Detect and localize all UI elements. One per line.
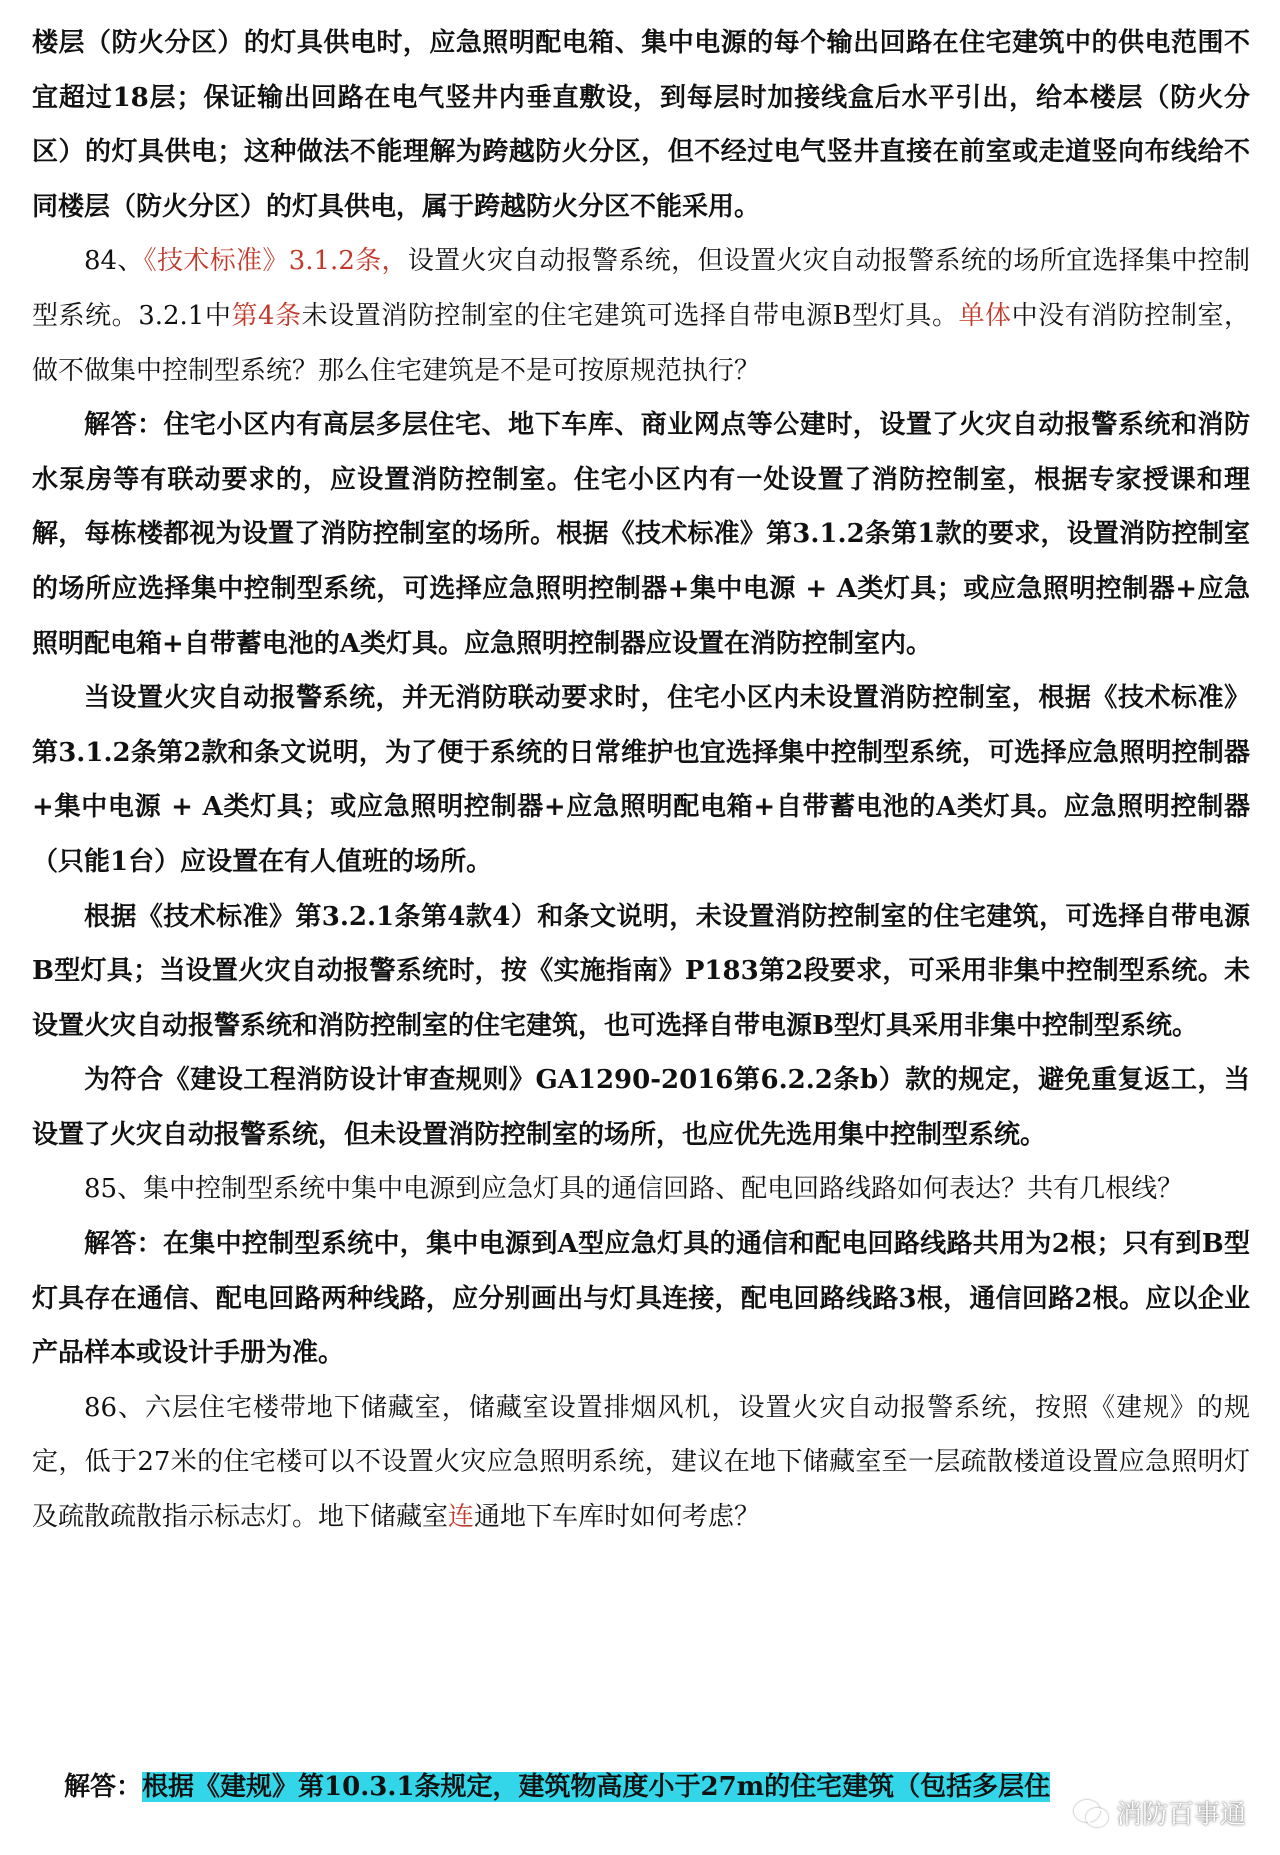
paragraph bbox=[32, 671, 1250, 889]
red-text-segment: 连 bbox=[448, 1502, 475, 1533]
document-body bbox=[32, 16, 1250, 1545]
text-segment: 86、六层住宅楼带地下储藏室，储藏室设置排烟风机，设置火灾自动报警系统，按照《建规》的规定，低于27米的住宅楼可以不设置火灾应急照明系统，建议在地下储藏室至一层疏散楼道设置应急照明灯及疏散疏散指示标志灯。地下储藏室 bbox=[32, 1392, 1250, 1533]
paragraph bbox=[32, 234, 1250, 398]
text-segment: 为符合《建设工程消防设计审查规则》GA1290-2016第6.2.2条b）款的规定，避免重复返工，当设置了火灾自动报警系统，但未设置消防控制室的场所，也应优先选用集中控制型系统。 bbox=[32, 1065, 1250, 1150]
paragraph bbox=[32, 398, 1250, 671]
text-segment: 根据《技术标准》第3.2.1条第4款4）和条文说明，未设置消防控制室的住宅建筑，可选择自带电源B型灯具；当设置火灾自动报警系统时，按《实施指南》P183第2段要求，可采用非集中控制型系统。未设置火灾自动报警系统和消防控制室的住宅建筑，也可选择自带电源B型灯具采用非集中控制型系统。 bbox=[32, 901, 1250, 1041]
watermark bbox=[1074, 1794, 1246, 1831]
paragraph bbox=[32, 1162, 1250, 1217]
text-segment: 当设置火灾自动报警系统，并无消防联动要求时，住宅小区内未设置消防控制室，根据《技术标准》第3.1.2条第2款和条文说明，为了便于系统的日常维护也宜选择集中控制型系统，可选择应急照明控制器+集中电源 + A类灯具；或应急照明控制器+应急照明配电箱+自带蓄电池的A类灯具。应急照明控制器（只能1台）应设置在有人值班的场所。 bbox=[32, 683, 1250, 877]
text-segment: 84、 bbox=[84, 246, 144, 277]
answer-label: 解答： bbox=[64, 1772, 143, 1802]
text-segment: 中没有消防控制室，做不做集中控制型系统？那么住宅建筑是不是可按原规范执行？ bbox=[32, 300, 1251, 386]
red-text-segment: 《技术标准》3.1.2条， bbox=[143, 246, 408, 277]
text-segment: 未设置消防控制室的住宅建筑可选择自带电源B型灯具。 bbox=[301, 300, 959, 331]
paragraph bbox=[32, 1217, 1250, 1381]
text-segment: 解答：住宅小区内有高层多层住宅、地下车库、商业网点等公建时，设置了火灾自动报警系统和消防水泵房等有联动要求的，应设置消防控制室。住宅小区内有一处设置了消防控制室，根据专家授课和理解，每栋楼都视为设置了消防控制室的场所。根据《技术标准》第3.1.2条第1款的要求，设置消防控制室的场所应选择集中控制型系统，可选择应急照明控制器+集中电源 + A类灯具；或应急照明控制器+应急照明配电箱+自带蓄电池的A类灯具。应急照明控制器应设置在消防控制室内。 bbox=[32, 410, 1250, 659]
text-segment: 设置火灾自动报警系统，但设置火灾自动报警系统的场所宜选择集中控制型系统。3.2.1中 bbox=[32, 246, 1250, 331]
watermark-text: 消防百事通 bbox=[1115, 1800, 1246, 1830]
text-segment: 通地下车库时如何考虑？ bbox=[474, 1502, 761, 1533]
paragraph bbox=[32, 1053, 1250, 1162]
paragraph bbox=[32, 890, 1250, 1054]
red-text-segment: 第4条 bbox=[231, 300, 302, 331]
paragraph bbox=[32, 16, 1250, 234]
text-segment: 解答：在集中控制型系统中，集中电源到A型应急灯具的通信和配电回路线路共用为2根；只有到B型灯具存在通信、配电回路两种线路，应分别画出与灯具连接，配电回路线路3根，通信回路2根。应以企业产品样本或设计手册为准。 bbox=[32, 1229, 1250, 1369]
red-text-segment: 单体 bbox=[958, 300, 1012, 331]
text-segment: 楼层（防火分区）的灯具供电时，应急照明配电箱、集中电源的每个输出回路在住宅建筑中的供电范围不宜超过18层；保证输出回路在电气竖井内垂直敷设，到每层时加接线盒后水平引出，给本楼层（防火分区）的灯具供电；这种做法不能理解为跨越防火分区，但不经过电气竖井直接在前室或走道竖向布线给不同楼层（防火分区）的灯具供电，属于跨越防火分区不能采用。 bbox=[32, 28, 1250, 222]
paragraph bbox=[32, 1381, 1250, 1545]
text-segment: 85、集中控制型系统中集中电源到应急灯具的通信回路、配电回路线路如何表达？共有几根线？ bbox=[84, 1174, 1184, 1205]
highlighted-answer-text: 根据《建规》第10.3.1条规定，建筑物高度小于27m的住宅建筑（包括多层住 bbox=[142, 1772, 1051, 1802]
wechat-icon bbox=[1074, 1798, 1108, 1828]
